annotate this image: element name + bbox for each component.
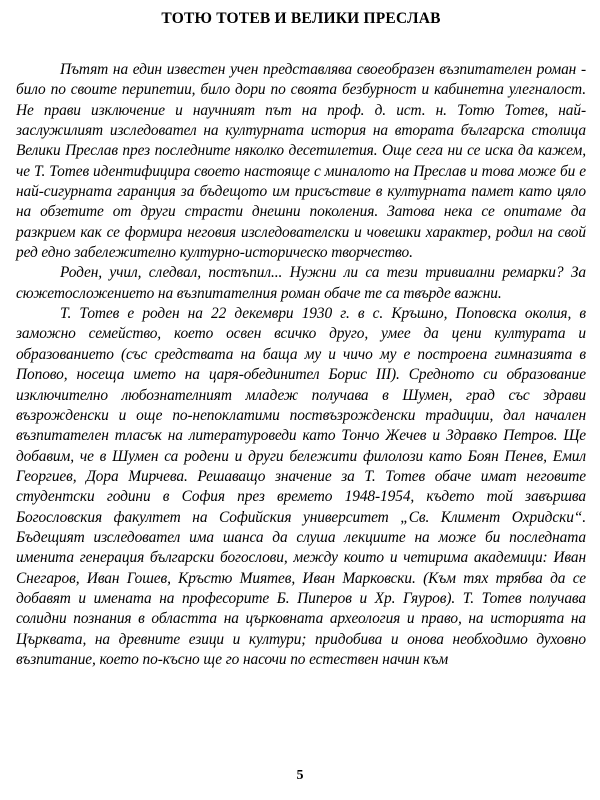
page-number: 5 xyxy=(296,768,304,783)
paragraph-intro: Пътят на един известен учен представлява своеобразен възпитателен роман - било по своите перипетии, било дори по своята безбурност и кабинетна улегналост. Не прави изключение и научният път на проф. д. ист. н. Тотю Тотев, най-заслужилият изследовател на културната история на втората българска столица Велики Преслав през последните няколко десетилетия. Още сега ни се иска да кажем, че Т. Тотев идентифицира своето настояще с миналото на Преслав и това може би е най-сигурната гаранция за бъдещото им присъствие в културната памет като цяло на обзетите от други страсти днешни поколения. Затова нека се опитаме да разкрием как се формира неговия изследователски и човешки характер, родил на свой ред едно забележително културно-историческо творчество. xyxy=(16,61,586,262)
page-title: ТОТЮ ТОТЕВ И ВЕЛИКИ ПРЕСЛАВ xyxy=(161,10,441,27)
paragraph-born-studied: Роден, учил, следвал, постъпил... Нужни ли са тези тривиални ремарки? За сюжетосложението на възпитателния роман обаче те са твърде важни. xyxy=(16,264,586,302)
paragraph-biography: Т. Тотев е роден на 22 декември 1930 г. в с. Кръшно, Поповска околия, в заможно семейство, което освен всичко друго, умее да цени културата и образованието (със средствата на баща му и чичо му е построена гимназията в Попово, носеща името на царя-обединител Борис III). Средното си образование изключително любознателният младеж получава в Шумен, град със здрави възрожденски и още по-непоклатими поствъзрожденски традиции, дал начален възпитателен тласък на литературоведи като Тончо Жечев и Здравко Петров. Ще добавим, че в Шумен са родени и други бележити филолози като Боян Пенев, Емил Георгиев, Дора Мирчева. Решаващо значение за Т. Тотев обаче имат неговите студентски години в София през времето 1948-1954, където той завършва Богословския факултет на Софийския университет „Св. Климент Охридски“. Бъдещият изследовател има шанса да слуша лекциите на може би последната именита генерация български богослови, между които и четирима академици: Иван Снегаров, Иван Гошев, Кръстю Миятев, Иван Марковски. (Към тях трябва да се добавят и имената на професорите Б. Пиперов и Хр. Гяуров). Т. Тотев получава солидни познания в областта на църковната археология и право, на историята на Църквата, на древните езици и култури; придобива и онова необходимо духовно възпитание, което по-късно ще го насочи по естествен начин към xyxy=(16,305,586,668)
body-text xyxy=(16,60,586,670)
